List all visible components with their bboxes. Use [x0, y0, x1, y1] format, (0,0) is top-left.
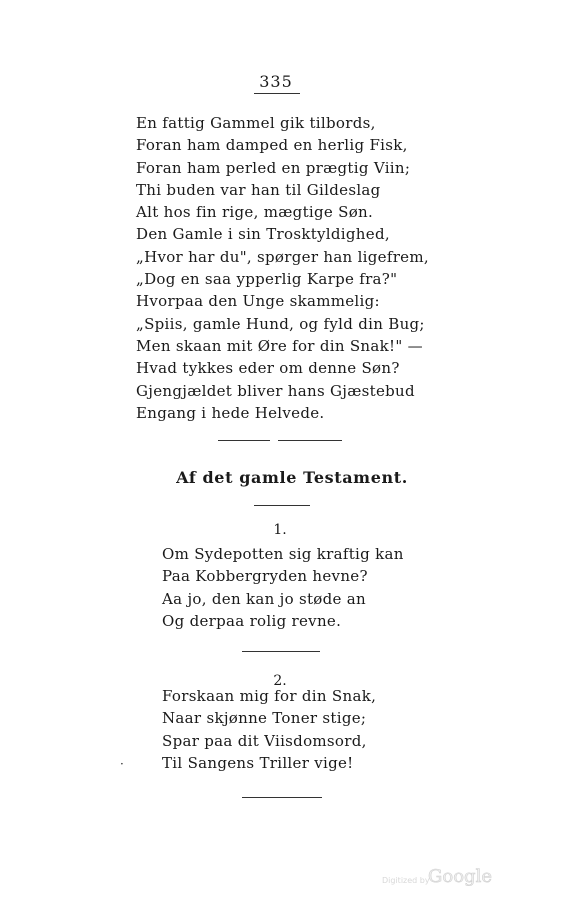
section2-verse	[162, 685, 376, 774]
page-number-underline	[254, 93, 300, 94]
verse-line: Spar paa dit Viisdomsord,	[162, 731, 367, 750]
verse-line: Til Sangens Triller vige!	[162, 753, 354, 772]
section-divider	[218, 440, 342, 441]
end-divider	[242, 797, 322, 798]
heading-underline	[254, 505, 310, 506]
verse-line: Og derpaa rolig revne.	[162, 611, 342, 630]
verse-line: En fattig Gammel gik tilbords,	[136, 114, 376, 132]
section-number-1: 1.	[273, 522, 287, 538]
margin-mark: ·	[120, 757, 124, 771]
verse-line: Engang i hede Helvede.	[136, 403, 325, 422]
subsection-divider	[242, 651, 320, 652]
verse-line: Hvad tykkes eder om denne Søn?	[136, 359, 400, 378]
watermark	[382, 866, 512, 890]
verse-line: Naar skjønne Toner stige;	[162, 709, 367, 728]
watermark-prefix: Digitized by	[382, 876, 430, 885]
google-logo: Google	[428, 866, 492, 887]
verse-line: „Dog en saa ypperlig Karpe fra?"	[136, 270, 398, 289]
section-number-2: 2.	[273, 673, 287, 689]
verse-line: Thi buden var han til Gildeslag	[136, 180, 381, 199]
verse-line: „Spiis, gamle Hund, og fyld din Bug;	[136, 314, 425, 333]
verse-line: Alt hos fin rige, mægtige Søn.	[136, 203, 374, 222]
verse-line: Men skaan mit Øre for din Snak!" —	[136, 336, 423, 355]
page-number: 335	[259, 72, 293, 91]
verse-line: Foran ham damped en herlig Fisk,	[136, 136, 408, 155]
verse-line: Hvorpaa den Unge skammelig:	[136, 292, 380, 311]
verse-line: Forskaan mig for din Snak,	[162, 687, 377, 705]
section-heading: Af det gamle Testament.	[176, 468, 408, 487]
verse-line: Paa Kobbergryden hevne?	[162, 567, 368, 586]
verse-line: Den Gamle i sin Trosktyldighed,	[136, 225, 390, 244]
verse-line: „Hvor har du", spørger han ligefrem,	[136, 247, 429, 266]
verse-line: Gjengjældet bliver hans Gjæstebud	[136, 381, 415, 400]
poem-verse	[136, 112, 429, 424]
section1-verse	[162, 543, 404, 632]
verse-line: Om Sydepotten sig kraftig kan	[162, 545, 404, 563]
verse-line: Aa jo, den kan jo støde an	[162, 589, 366, 608]
verse-line: Foran ham perled en prægtig Viin;	[136, 158, 411, 177]
